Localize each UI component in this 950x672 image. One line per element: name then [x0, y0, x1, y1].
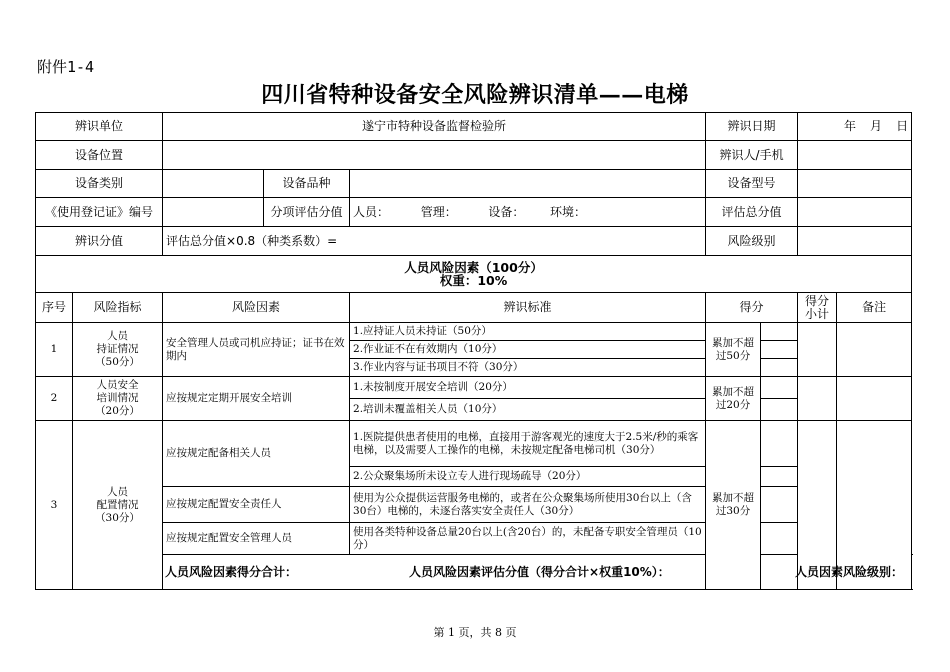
group-3-factor-3: 应按规定配置安全管理人员: [163, 523, 350, 555]
group-2-criteria-1: 1.未按制度开展安全培训（20分）: [350, 377, 706, 399]
sub-score-manage: 管理：: [420, 204, 457, 219]
group-3-score-2[interactable]: [761, 467, 798, 487]
table-row: [36, 523, 912, 555]
group-1-score-3[interactable]: [761, 359, 798, 377]
group-3-criteria-4: 使用各类特种设备总量20台以上(含20台）的，未配备专职安全管理员（10分）: [350, 523, 706, 555]
footer-evaluated: 人员风险因素评估分值（得分合计×权重10%）：: [409, 564, 670, 579]
group-2-cap: 累加不超过20分: [706, 377, 761, 421]
group-1-criteria-3: 3.作业内容与证书项目不符（30分）: [350, 359, 706, 377]
date-day: 日: [896, 119, 909, 133]
location-label: 设备位置: [36, 141, 163, 170]
score-label: 辨识分值: [36, 227, 163, 256]
group-1-factor-1: 安全管理人员或司机应持证；证书在效期内: [163, 323, 350, 377]
group-2-subtotal[interactable]: [798, 377, 837, 421]
unit-value[interactable]: 遂宁市特种设备监督检验所: [163, 113, 706, 141]
group-2-indicator: 人员安全 培训情况 （20分）: [73, 377, 163, 421]
group-2-factor-1: 应按规定定期开展安全培训: [163, 377, 350, 421]
col-score: 得分: [706, 293, 798, 323]
model-label: 设备型号: [706, 170, 798, 198]
group-1-score-1[interactable]: [761, 323, 798, 341]
group-3-criteria-2: 2.公众聚集场所未设立专人进行现场疏导（20分）: [350, 467, 706, 487]
col-subtotal: 得分小计: [798, 293, 837, 323]
table-row: [36, 487, 912, 523]
group-2-criteria-2: 2.培训未覆盖相关人员（10分）: [350, 399, 706, 421]
group-3-criteria-3: 使用为公众提供运营服务电梯的，或者在公众聚集场所使用30台以上（含30台）电梯的，未逐台落实安全责任人（30分）: [350, 487, 706, 523]
group-1-subtotal[interactable]: [798, 323, 837, 377]
total-value[interactable]: [798, 198, 912, 227]
person-label: 辨识人/手机: [706, 141, 798, 170]
sub-score-equipment: 设备：: [488, 204, 525, 219]
group-1-remark[interactable]: [837, 323, 912, 377]
sub-score-env: 环境：: [550, 204, 587, 219]
col-criteria: 辨识标准: [350, 293, 706, 323]
group-3-score-3[interactable]: [761, 487, 798, 523]
location-value[interactable]: [163, 141, 706, 170]
group-3-cap: 累加不超过30分: [706, 421, 761, 590]
risk-identification-table: [35, 112, 912, 590]
category-value[interactable]: [163, 170, 264, 198]
group-3-indicator: 人员 配置情况 （30分）: [73, 421, 163, 590]
group-1-criteria-1: 1.应持证人员未持证（50分）: [350, 323, 706, 341]
footer-summary: [163, 555, 912, 590]
group-3-score-4[interactable]: [761, 523, 798, 555]
person-value[interactable]: [798, 141, 912, 170]
group-3-no: 3: [36, 421, 73, 590]
level-label: 风险级别: [706, 227, 798, 256]
level-value[interactable]: [798, 227, 912, 256]
group-1-cap: 累加不超过50分: [706, 323, 761, 377]
group-1-score-2[interactable]: [761, 341, 798, 359]
date-month: 月: [870, 119, 883, 133]
group-1-no: 1: [36, 323, 73, 377]
group-2-score-2[interactable]: [761, 399, 798, 421]
page-title: 四川省特种设备安全风险辨识清单——电梯: [261, 82, 689, 108]
footer-total: 人员风险因素得分合计：: [165, 564, 298, 579]
total-label: 评估总分值: [706, 198, 798, 227]
model-value[interactable]: [798, 170, 912, 198]
section-weight: 权重：10%: [439, 273, 508, 288]
score-formula[interactable]: 评估总分值×0.8（种类系数）=: [163, 227, 706, 256]
col-factor: 风险因素: [163, 293, 350, 323]
col-indicator: 风险指标: [73, 293, 163, 323]
table-row: [36, 377, 912, 399]
col-no: 序号: [36, 293, 73, 323]
table-row: [36, 421, 912, 467]
section-header: [36, 256, 912, 293]
date-year: 年: [844, 119, 857, 133]
cert-value[interactable]: [163, 198, 264, 227]
group-2-no: 2: [36, 377, 73, 421]
sub-score-value[interactable]: [350, 198, 706, 227]
group-2-remark[interactable]: [837, 377, 912, 421]
page-number: 第 1 页，共 8 页: [433, 626, 517, 639]
group-1-indicator: 人员 持证情况 （50分）: [73, 323, 163, 377]
sub-score-label: 分项评估分值: [264, 198, 350, 227]
col-remark: 备注: [837, 293, 912, 323]
date-label: 辨识日期: [706, 113, 798, 141]
unit-label: 辨识单位: [36, 113, 163, 141]
group-3-criteria-1: 1.医院提供患者使用的电梯，直接用于游客观光的速度大于2.5米/秒的乘客电梯，以及需要人工操作的电梯，未按规定配备电梯司机（30分）: [350, 421, 706, 467]
variety-value[interactable]: [350, 170, 706, 198]
table-row: [36, 323, 912, 341]
cert-label: 《使用登记证》编号: [36, 198, 163, 227]
footer-level: 人员因素风险级别：: [795, 564, 904, 579]
section-title: 人员风险因素（100分）: [404, 260, 543, 275]
sub-score-person: 人员：: [353, 204, 390, 219]
group-3-factor-1: 应按规定配备相关人员: [163, 421, 350, 487]
group-1-criteria-2: 2.作业证不在有效期内（10分）: [350, 341, 706, 359]
group-3-factor-2: 应按规定配置安全责任人: [163, 487, 350, 523]
category-label: 设备类别: [36, 170, 163, 198]
group-3-score-1[interactable]: [761, 421, 798, 467]
variety-label: 设备品种: [264, 170, 350, 198]
date-value[interactable]: [798, 113, 912, 141]
group-2-score-1[interactable]: [761, 377, 798, 399]
attachment-label: 附件1-4: [37, 58, 95, 76]
